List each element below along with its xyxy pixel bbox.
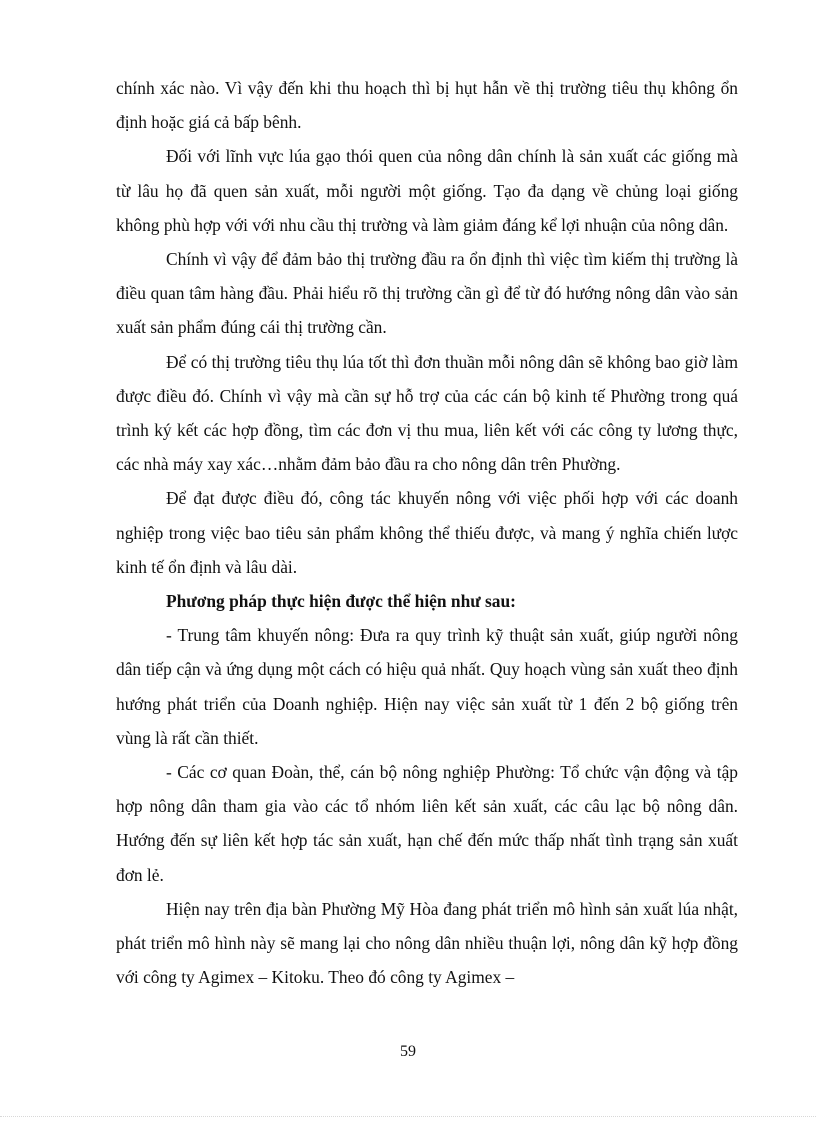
paragraph-2: Đối với lĩnh vực lúa gạo thói quen của nông dân chính là sản xuất các giống mà từ lâu họ đã quen sản xuất, mỗi người một giống. Tạo đa dạng về chủng loại giống không phù hợp với với nhu cầu thị trường và làm giảm đáng kể lợi nhuận của nông dân.	[116, 146, 738, 235]
paragraph-1: chính xác nào. Vì vậy đến khi thu hoạch thì bị hụt hẫn về thị trường tiêu thụ không ổn định hoặc giá cả bấp bênh.	[116, 78, 738, 133]
paragraph-4: Để có thị trường tiêu thụ lúa tốt thì đơn thuần mỗi nông dân sẽ không bao giờ làm được điều đó. Chính vì vậy mà cần sự hỗ trợ của các cán bộ kinh tế Phường trong quá trình ký kết các hợp đồng, tìm các đơn vị thu mua, liên kết với các công ty lương thực, các nhà máy xay xác…nhằm đảm bảo đầu ra cho nông dân trên Phường.	[116, 351, 738, 475]
footer-divider	[0, 1116, 816, 1117]
section-heading: Phương pháp thực hiện được thể hiện như sau:	[166, 591, 516, 612]
paragraph-9: Hiện nay trên địa bàn Phường Mỹ Hòa đang phát triển mô hình sản xuất lúa nhật, phát triển mô hình này sẽ mang lại cho nông dân nhiều thuận lợi, nông dân kỹ hợp đồng với công ty Agimex – Kitoku. Theo đó công ty Agimex –	[116, 898, 738, 988]
paragraph-5: Để đạt được điều đó, công tác khuyến nông với việc phối hợp với các doanh nghiệp trong việc bao tiêu sản phẩm không thể thiếu được, và mang ý nghĩa chiến lược kinh tế ổn định và lâu dài.	[116, 488, 738, 577]
page-number: 59	[400, 1043, 416, 1060]
document-body	[116, 71, 738, 994]
list-item-extension-center: - Trung tâm khuyến nông: Đưa ra quy trình kỹ thuật sản xuất, giúp người nông dân tiếp cận và ứng dụng một cách có hiệu quả nhất. Quy hoạch vùng sản xuất theo định hướng phát triển của Doanh nghiệp. Hiện nay việc sản xuất từ 1 đến 2 bộ giống trên vùng là rất cần thiết.	[116, 625, 738, 748]
paragraph-3: Chính vì vậy để đảm bảo thị trường đầu ra ổn định thì việc tìm kiếm thị trường là điều quan tâm hàng đầu. Phải hiểu rõ thị trường cần gì để từ đó hướng nông dân vào sản xuất sản phẩm đúng cái thị trường cần.	[116, 249, 738, 338]
list-item-agencies: - Các cơ quan Đoàn, thể, cán bộ nông nghiệp Phường: Tổ chức vận động và tập hợp nông dân tham gia vào các tổ nhóm liên kết sản xuất, các câu lạc bộ nông dân. Hướng đến sự liên kết hợp tác sản xuất, hạn chế đến mức thấp nhất tình trạng sản xuất đơn lẻ.	[116, 762, 738, 885]
